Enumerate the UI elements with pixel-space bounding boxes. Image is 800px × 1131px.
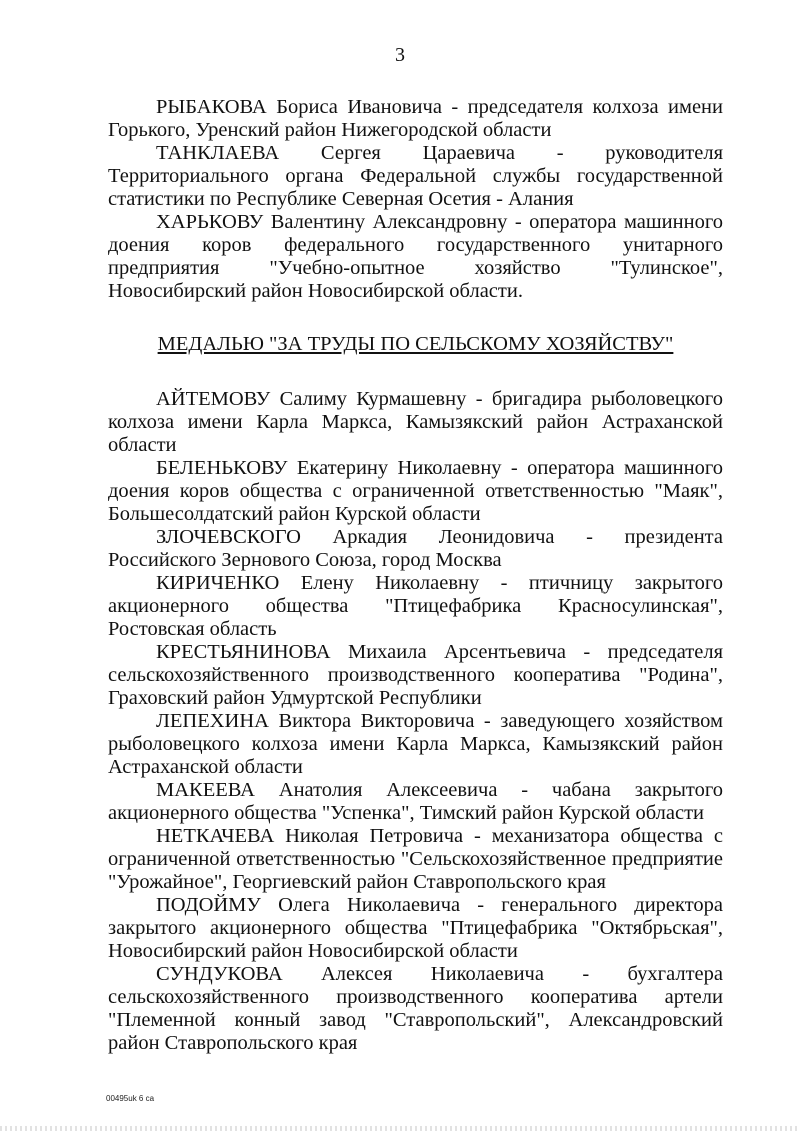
award-entry: КИРИЧЕНКО Елену Николаевну - птичницу закрытого акционерного общества "Птицефабрика Красносулинская", Ростовская область (108, 572, 723, 640)
award-entry: КРЕСТЬЯНИНОВА Михаила Арсентьевича - председателя сельскохозяйственного производственного кооператива "Родина", Граховский район Удмуртской Республики (108, 641, 723, 709)
award-entry: БЕЛЕНЬКОВУ Екатерину Николаевну - оператора машинного доения коров общества с ограниченной ответственностью "Маяк", Большесолдатский район Курской области (108, 457, 723, 525)
award-entry: АЙТЕМОВУ Салиму Курмашевну - бригадира рыболовецкого колхоза имени Карла Маркса, Камызякский район Астраханской области (108, 388, 723, 456)
award-entry: РЫБАКОВА Бориса Ивановича - председателя колхоза имени Горького, Уренский район Нижегородской области (108, 96, 723, 141)
award-entry: ТАНКЛАЕВА Сергея Цараевича - руководителя Территориального органа Федеральной службы государственной статистики по Республике Северная Осетия - Алания (108, 142, 723, 210)
section-heading-medal: МЕДАЛЬЮ "ЗА ТРУДЫ ПО СЕЛЬСКОМУ ХОЗЯЙСТВУ" (157, 333, 674, 355)
award-entry: ЗЛОЧЕВСКОГО Аркадия Леонидовича - президента Российского Зернового Союза, город Москва (108, 526, 723, 571)
award-entry: НЕТКАЧЕВА Николая Петровича - механизатора общества с ограниченной ответственностью "Сельскохозяйственное предприятие "Урожайное", Георгиевский район Ставропольского края (108, 825, 723, 893)
award-entry: МАКЕЕВА Анатолия Алексеевича - чабана закрытого акционерного общества "Успенка", Тимский район Курской области (108, 779, 723, 824)
award-entry: СУНДУКОВА Алексея Николаевича - бухгалтера сельскохозяйственного производственного кооператива артели "Племенной конный завод "Ставропольский", Александровский район Ставропольского края (108, 963, 723, 1054)
award-list-group-2 (108, 388, 723, 1055)
award-list-group-1 (108, 96, 723, 303)
page-number: 3 (395, 44, 405, 66)
scan-edge-strip (0, 1126, 800, 1131)
footer-document-code: 00495uk 6 ca (106, 1094, 155, 1103)
document-body (108, 96, 723, 1055)
award-entry: ХАРЬКОВУ Валентину Александровну - оператора машинного доения коров федерального государственного унитарного предприятия "Учебно-опытное хозяйство "Тулинское", Новосибирский район Новосибирской области. (108, 211, 723, 302)
award-entry: ЛЕПЕХИНА Виктора Викторовича - заведующего хозяйством рыболовецкого колхоза имени Карла Маркса, Камызякский район Астраханской области (108, 710, 723, 778)
award-entry: ПОДОЙМУ Олега Николаевича - генерального директора закрытого акционерного общества "Птицефабрика "Октябрьская", Новосибирский район Новосибирской области (108, 894, 723, 962)
